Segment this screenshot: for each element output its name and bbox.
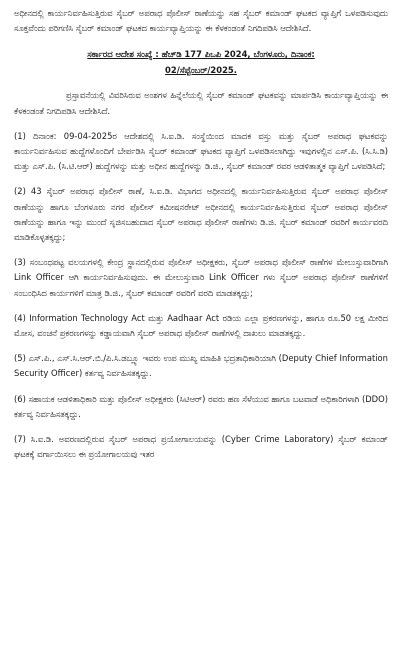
government-order-heading bbox=[24, 46, 378, 78]
order-clause-5: (5) ಎಸ್.ಪಿ., ಎಸ್.ಸಿ.ಆರ್.ಬಿ./ಪಿ.ಸಿ.ಡಬ್ಲ್ಯೂ ಇವರು ಉಪ ಮುಖ್ಯ ಮಾಹಿತಿ ಭದ್ರತಾಧಿಕಾರಿಯಾಗಿ (Deputy Chief Information Security Officer) ಕರ್ತವ್ಯ ನಿರ್ವಹಿಸತಕ್ಕದ್ದು. bbox=[14, 353, 388, 379]
order-clause-1: (1) ದಿನಾಂಕ: 09-04-2025ರ ಆದೇಶದಲ್ಲಿ ಸಿ.ಐ.ಡಿ. ಸಂಸ್ಥೆಯಿಂದ ಮಾದಕ ವಸ್ತು ಮತ್ತು ಸೈಬರ್ ಅಪರಾಧ ಘಟಕವನ್ನು ಕಾರ್ಯನಿರ್ವಹಿಸುವ ಹುದ್ದೆಗಳೊಂದಿಗೆ ಬೇರ್ಪಡಿಸಿ ಸೈಬರ್ ಕಮಾಂಡ್ ಘಟಕದ ವ್ಯಾಪ್ತಿಗೆ ಒಳಪಡಿಸಲಾಗಿದ್ದು ಇವುಗಳಲ್ಲಿನ ಎಸ್.ಪಿ. (ಸಿ.ಸಿ.ಡಿ) ಮತ್ತು ಎಸ್.ಪಿ. (ಸಿ.ಟಿ.ಆರ್) ಹುದ್ದೆಗಳನ್ನು ಮತ್ತು ಅಧೀನ ಹುದ್ದೆಗಳನ್ನು ಡಿ.ಜಿ., ಸೈಬರ್ ಕಮಾಂಡ್ ರವರ ಆಡಳಿತಾತ್ಮಕ ವ್ಯಾಪ್ತಿಗೆ ಒಳಪಡಿಸಿದೆ; bbox=[14, 130, 388, 172]
order-number-line: ಸರ್ಕಾರದ ಆದೇಶ ಸಂಖ್ಯೆ : ಹೆಚ್‌ಡಿ 177 ಪಿಒಪಿ 2024, ಬೆಂಗಳೂರು, ದಿನಾಂಕ: bbox=[87, 49, 315, 60]
order-clause-3: (3) ಸಂಬಂಧಪಟ್ಟ ವಲಯಗಳಲ್ಲಿ ಕೇಂದ್ರ ಸ್ಥಾನದಲ್ಲಿರುವ ಪೊಲೀಸ್ ಅಧೀಕ್ಷಕರು, ಸೈಬರ್ ಅಪರಾಧ ಪೊಲೀಸ್ ಠಾಣೆಗಳ ಮೇಲುಸ್ತುವಾರಿಗಾಗಿ Link Officer ಆಗಿ ಕಾರ್ಯನಿರ್ವಹಿಸುವುದು. ಈ ಮೇಲುಸ್ತುವಾರಿ Link Officer ಗಳು ಸೈಬರ್ ಅಪರಾಧ ಪೊಲೀಸ್ ಠಾಣೆಗಳಿಗೆ ಸಂಬಂಧಿಸಿದ ಕಾರ್ಯಗಳಿಗೆ ಮಾತ್ರ ಡಿ.ಜಿ., ಸೈಬರ್ ಕಮಾಂಡ್ ರವರಿಗೆ ವರದಿ ಮಾಡತಕ್ಕದ್ದು; bbox=[14, 257, 388, 298]
order-clause-6: (6) ಸಹಾಯಕ ಆಡಳಿತಾಧಿಕಾರಿ ಮತ್ತು ಪೊಲೀಸ್ ಅಧೀಕ್ಷಕರು (ಸಿಟಿಆರ್) ರವರು ಹಣ ಸೆಳೆಯುವ ಹಾಗೂ ಬಟವಾಡೆ ಅಧಿಕಾರಿಗಳಾಗಿ (DDO) ಕರ್ತವ್ಯ ನಿರ್ವಹಿಸತಕ್ಕದ್ದು. bbox=[14, 393, 388, 419]
order-date-line: 02/ಸೆಪ್ಟೆಂಬರ್/2025. bbox=[165, 65, 237, 76]
order-clause-2: (2) 43 ಸೈಬರ್ ಅಪರಾಧ ಪೊಲೀಸ್ ಠಾಣೆ, ಸಿ.ಐ.ಡಿ. ವಿಭಾಗದ ಅಧೀನದಲ್ಲಿ ಕಾರ್ಯನಿರ್ವಹಿಸುತ್ತಿರುವ ಸೈಬರ್ ಅಪರಾಧ ಪೊಲೀಸ್ ಠಾಣೆಯನ್ನು ಹಾಗೂ ಬೆಂಗಳೂರು ನಗರ ಪೊಲೀಸ್ ಕಮೀಷನರೇಟ್ ಅಧೀನದಲ್ಲಿ ಕಾರ್ಯನಿರ್ವಹಿಸುತ್ತಿರುವ ಸೈಬರ್ ಅಪರಾಧ ಪೊಲೀಸ್ ಠಾಣೆಯನ್ನು ಹಾಗೂ ಇನ್ನು ಮುಂದೆ ಸೃಜಿಸಬಹುದಾದ ಸೈಬರ್ ಅಪರಾಧ ಪೊಲೀಸ್ ಠಾಣೆಗಳು ಡಿ.ಜಿ. ಸೈಬರ್ ಕಮಾಂಡ್ ರವರಿಗೆ ಕಾರ್ಯವರದಿ ಮಾಡಿಕೊಳ್ಳತಕ್ಕದ್ದು; bbox=[14, 186, 388, 243]
order-clause-4: (4) Information Technology Act ಮತ್ತು Aadhaar Act ರಡಿಯ ಎಲ್ಲಾ ಪ್ರಕರಣಗಳನ್ನು, ಹಾಗೂ ರೂ.50 ಲಕ್ಷ ಮೀರಿದ ಮೋಸ, ವಂಚನೆ ಪ್ರಕರಣಗಳನ್ನು ಕಡ್ಡಾಯವಾಗಿ ಸೈಬರ್ ಅಪರಾಧ ಪೊಲೀಸ್ ಠಾಣೆಗಳಲ್ಲಿ ದಾಖಲು ಮಾಡತಕ್ಕದ್ದು. bbox=[14, 312, 388, 339]
intro-paragraph: ಅಧೀನದಲ್ಲಿ ಕಾರ್ಯನಿರ್ವಹಿಸುತ್ತಿರುವ ಸೈಬರ್ ಅಪರಾಧ ಪೊಲೀಸ್ ಠಾಣೆಯನ್ನು ಸಹ ಸೈಬರ್ ಕಮಾಂಡ್ ಘಟಕದ ವ್ಯಾಪ್ತಿಗೆ ಒಳಪಡಿಸುವುದು ಸೂಕ್ತವೆಂದು ಪರಿಗಣಿಸಿ ಸೈಬರ್ ಕಮಾಂಡ್ ಘಟಕದ ಕಾರ್ಯವ್ಯಾಪ್ತಿಯನ್ನು ಈ ಕೆಳಕಂಡಂತೆ ನಿಗದಿಪಡಿಸಿ ಆದೇಶಿಸಿದೆ. bbox=[14, 8, 388, 34]
order-clause-7: (7) ಸಿ.ಐ.ಡಿ. ಅವರಣದಲ್ಲಿರುವ ಸೈಬರ್ ಅಪರಾಧ ಪ್ರಯೋಗಾಲಯವನ್ನು (Cyber Crime Laboratory) ಸೈಬರ್ ಕಮಾಂಡ್ ಘಟಕಕ್ಕೆ ವರ್ಗಾಯಿಸಲು ಈ ಪ್ರಯೋಗಾಲಯವು ಇತರ bbox=[14, 434, 388, 460]
preamble-paragraph: ಪ್ರಸ್ತಾವನೆಯಲ್ಲಿ ವಿವರಿಸಿರುವ ಅಂಶಗಳ ಹಿನ್ನೆಲೆಯಲ್ಲಿ ಸೈಬರ್ ಕಮಾಂಡ್ ಘಟಕವನ್ನು ಮಾರ್ಪಡಿಸಿ ಕಾರ್ಯವ್ಯಾಪ್ತಿಯನ್ನು ಈ ಕೆಳಕಂಡಂತೆ ನಿಗದಿಪಡಿಸಿ ಆದೇಶಿಸಿದೆ. bbox=[14, 90, 388, 116]
